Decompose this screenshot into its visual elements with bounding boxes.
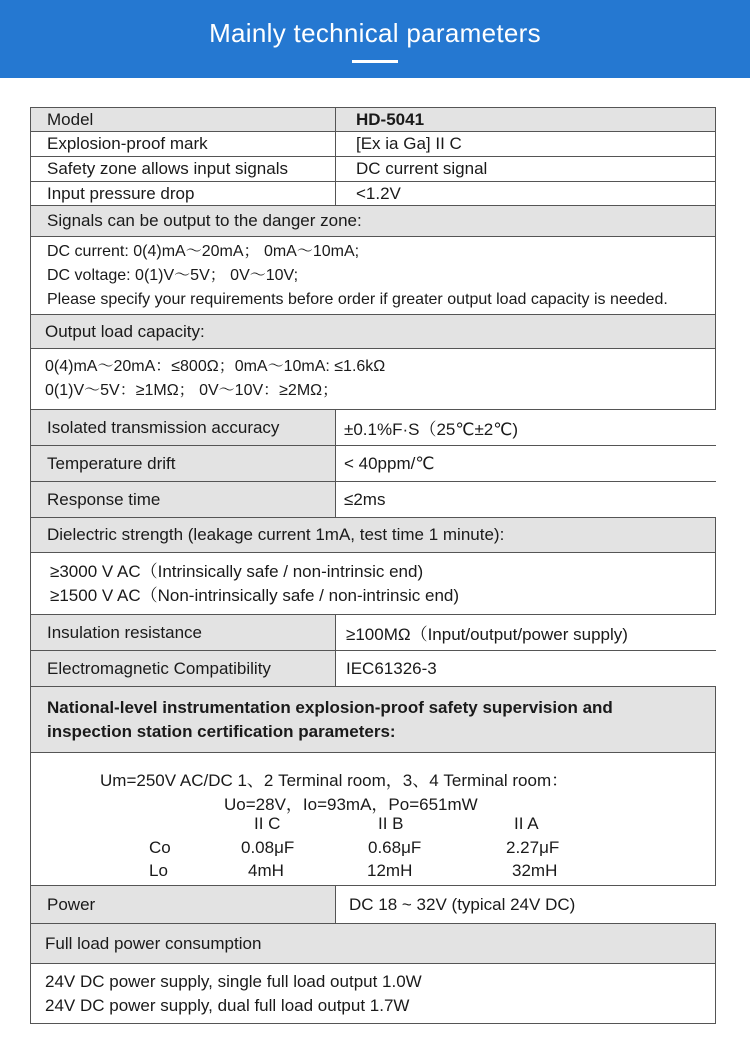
- cert-lo-value: 4mH: [248, 861, 284, 880]
- certification-heading-line: National-level instrumentation explosion-proof safety supervision and: [47, 697, 613, 717]
- explosion-mark-value: [Ex ia Ga] II C: [356, 134, 462, 153]
- cert-lo-label: Lo: [149, 861, 168, 880]
- dielectric-lines: [31, 553, 715, 614]
- safety-zone-value: DC current signal: [356, 159, 488, 178]
- row-output-load-lines: [31, 349, 715, 410]
- row-power-consumption-heading: [31, 924, 715, 964]
- safety-zone-label: Safety zone allows input signals: [31, 157, 336, 181]
- cert-group-iic: II C: [254, 814, 281, 833]
- explosion-mark-label: Explosion-proof mark: [31, 132, 336, 156]
- response-time-label: Response time: [31, 482, 336, 517]
- row-response-time: [31, 482, 715, 518]
- emc-value: IEC61326-3: [336, 651, 716, 686]
- row-danger-zone-heading: [31, 206, 715, 237]
- cert-co-value: 0.08μF: [241, 838, 295, 857]
- cert-co-label: Co: [149, 838, 171, 857]
- row-power-consumption-lines: [31, 964, 715, 1023]
- cert-group-iib: II B: [378, 814, 404, 833]
- output-load-line: 0(4)mA～20mA：≤800Ω；0mA～10mA: ≤1.6kΩ: [45, 358, 386, 375]
- cert-co-value: 0.68μF: [368, 838, 422, 857]
- danger-zone-heading: Signals can be output to the danger zone:: [47, 211, 362, 230]
- page-title: Mainly technical parameters: [209, 18, 541, 48]
- output-load-lines: [31, 349, 715, 409]
- parameters-table: [30, 107, 716, 1024]
- temp-drift-value: < 40ppm/℃: [336, 446, 716, 481]
- power-consumption-heading: Full load power consumption: [45, 933, 262, 953]
- danger-zone-line: DC voltage: 0(1)V～5V； 0V～10V;: [47, 266, 299, 284]
- cert-line-1: Um=250V AC/DC 1、2 Terminal room，3、4 Terminal room：: [100, 771, 569, 790]
- insulation-value: ≥100MΩ（Input/output/power supply): [336, 615, 716, 650]
- row-accuracy: [31, 410, 715, 446]
- row-explosion-mark: [31, 132, 715, 157]
- dielectric-line: ≥3000 V AC（Intrinsically safe / non-intrinsic end): [50, 561, 424, 581]
- cert-lo-value: 32mH: [512, 861, 558, 880]
- cert-group-iia: II A: [514, 814, 539, 833]
- row-input-pressure-drop: [31, 182, 715, 206]
- row-power: [31, 886, 715, 924]
- response-time-value: ≤2ms: [336, 482, 716, 517]
- dielectric-heading: Dielectric strength (leakage current 1mA, test time 1 minute):: [47, 525, 505, 544]
- insulation-label: Insulation resistance: [31, 615, 336, 650]
- row-certification-heading: [31, 687, 715, 753]
- pressure-drop-value: <1.2V: [356, 183, 401, 203]
- accuracy-label: Isolated transmission accuracy: [31, 410, 336, 445]
- title-underline: [352, 60, 398, 63]
- temp-drift-label: Temperature drift: [31, 446, 336, 481]
- model-value: HD-5041: [356, 109, 425, 129]
- row-insulation: [31, 615, 715, 651]
- certification-heading-line: inspection station certification parameters:: [47, 721, 396, 741]
- accuracy-value: ±0.1%F·S（25℃±2℃): [336, 410, 716, 445]
- row-certification-body: [31, 753, 715, 886]
- cert-line-2: Uo=28V，Io=93mA，Po=651mW: [224, 795, 478, 814]
- cert-lo-value: 12mH: [367, 861, 413, 880]
- power-consumption-line: 24V DC power supply, dual full load output 1.7W: [45, 995, 410, 1015]
- row-output-load-heading: [31, 315, 715, 349]
- dielectric-line: ≥1500 V AC（Non-intrinsically safe / non-intrinsic end): [50, 585, 460, 605]
- output-load-heading: Output load capacity:: [45, 321, 205, 341]
- power-consumption-lines: [31, 964, 715, 1023]
- output-load-line: 0(1)V～5V：≥1MΩ； 0V～10V：≥2MΩ；: [45, 382, 339, 399]
- row-danger-zone-lines: [31, 237, 715, 315]
- row-dielectric-heading: [31, 518, 715, 553]
- row-dielectric-lines: [31, 553, 715, 615]
- emc-label: Electromagnetic Compatibility: [31, 651, 336, 686]
- certification-heading: [31, 687, 715, 752]
- power-label: Power: [31, 886, 336, 923]
- danger-zone-lines: [31, 237, 715, 314]
- cert-co-value: 2.27μF: [506, 838, 560, 857]
- power-consumption-line: 24V DC power supply, single full load output 1.0W: [45, 971, 422, 991]
- pressure-drop-label: Input pressure drop: [31, 182, 336, 205]
- row-safety-zone-input: [31, 157, 715, 182]
- power-value: DC 18 ~ 32V (typical 24V DC): [336, 886, 716, 923]
- row-model: [31, 108, 715, 132]
- danger-zone-line: DC current: 0(4)mA～20mA； 0mA～10mA;: [47, 242, 360, 260]
- danger-zone-line: Please specify your requirements before order if greater output load capacity is needed.: [47, 290, 668, 308]
- row-emc: [31, 651, 715, 687]
- header-banner: [0, 0, 750, 78]
- row-temperature-drift: [31, 446, 715, 482]
- model-label: Model: [31, 108, 336, 131]
